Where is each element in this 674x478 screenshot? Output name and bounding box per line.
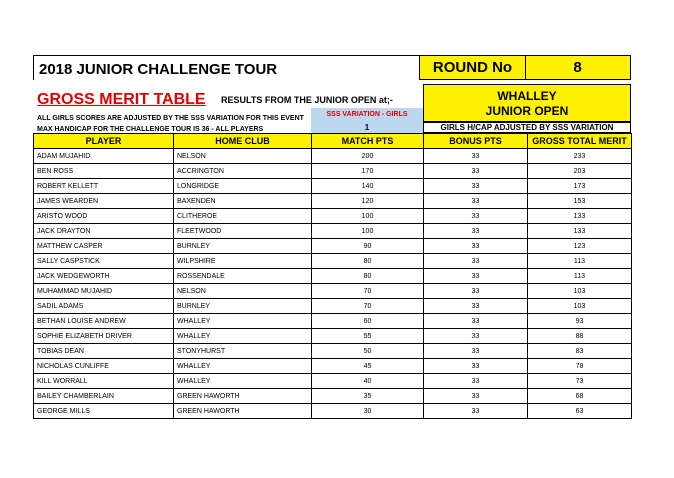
gross-total-cell: 153 (528, 194, 632, 209)
club-cell: CLITHEROE (174, 209, 312, 224)
gross-total-cell: 133 (528, 209, 632, 224)
gross-total-cell: 233 (528, 149, 632, 164)
match-pts-cell: 80 (312, 254, 424, 269)
merit-table-title: GROSS MERIT TABLE (37, 91, 206, 108)
club-cell: BURNLEY (174, 239, 312, 254)
bonus-pts-cell: 33 (424, 344, 528, 359)
player-cell: SADIL ADAMS (34, 299, 174, 314)
bonus-pts-cell: 33 (424, 239, 528, 254)
sss-variation-value: 1 (311, 122, 423, 133)
bonus-pts-cell: 33 (424, 329, 528, 344)
table-row (34, 179, 632, 194)
player-cell: SOPHIE ELIZABETH DRIVER (34, 329, 174, 344)
table-row (34, 254, 632, 269)
player-cell: ADAM MUJAHID (34, 149, 174, 164)
bonus-pts-cell: 33 (424, 389, 528, 404)
table-row (34, 269, 632, 284)
player-cell: SALLY CASPSTICK (34, 254, 174, 269)
match-pts-cell: 120 (312, 194, 424, 209)
match-pts-cell: 45 (312, 359, 424, 374)
match-pts-cell: 100 (312, 224, 424, 239)
table-row (34, 299, 632, 314)
match-pts-cell: 170 (312, 164, 424, 179)
bonus-pts-cell: 33 (424, 404, 528, 419)
gross-total-cell: 78 (528, 359, 632, 374)
table-row (34, 314, 632, 329)
player-cell: MATTHEW CASPER (34, 239, 174, 254)
bonus-pts-cell: 33 (424, 314, 528, 329)
club-cell: GREEN HAWORTH (174, 404, 312, 419)
table-row (34, 344, 632, 359)
match-pts-cell: 90 (312, 239, 424, 254)
bonus-pts-cell: 33 (424, 224, 528, 239)
club-cell: BAXENDEN (174, 194, 312, 209)
page-title: 2018 JUNIOR CHALLENGE TOUR (39, 61, 278, 78)
club-cell: GREEN HAWORTH (174, 389, 312, 404)
club-cell: NELSON (174, 149, 312, 164)
gross-total-cell: 103 (528, 299, 632, 314)
merit-sheet (33, 55, 631, 415)
match-pts-cell: 70 (312, 299, 424, 314)
player-cell: BEN ROSS (34, 164, 174, 179)
player-cell: JACK WEDGEWORTH (34, 269, 174, 284)
club-cell: ROSSENDALE (174, 269, 312, 284)
club-cell: NELSON (174, 284, 312, 299)
note-max-handicap: MAX HANDICAP FOR THE CHALLENGE TOUR IS 36 - ALL PLAYERS (37, 126, 264, 133)
player-cell: JAMES WEARDEN (34, 194, 174, 209)
player-cell: NICHOLAS CUNLIFFE (34, 359, 174, 374)
results-text: RESULTS FROM THE JUNIOR OPEN at;- (221, 95, 393, 105)
table-row (34, 284, 632, 299)
gross-total-cell: 113 (528, 269, 632, 284)
gross-total-cell: 63 (528, 404, 632, 419)
player-cell: ROBERT KELLETT (34, 179, 174, 194)
bonus-pts-cell: 33 (424, 149, 528, 164)
match-pts-cell: 80 (312, 269, 424, 284)
gross-total-cell: 73 (528, 374, 632, 389)
player-cell: KILL WORRALL (34, 374, 174, 389)
gross-total-cell: 123 (528, 239, 632, 254)
girls-handicap-note: GIRLS H/CAP ADJUSTED BY SSS VARIATION (423, 122, 631, 133)
gross-total-cell: 203 (528, 164, 632, 179)
match-pts-cell: 140 (312, 179, 424, 194)
venue-line-2: JUNIOR OPEN (485, 104, 569, 118)
club-cell: BURNLEY (174, 299, 312, 314)
club-cell: WHALLEY (174, 329, 312, 344)
venue-box (423, 84, 631, 122)
match-pts-cell: 50 (312, 344, 424, 359)
club-cell: WILPSHIRE (174, 254, 312, 269)
player-cell: MUHAMMAD MUJAHID (34, 284, 174, 299)
merit-table (33, 133, 632, 419)
match-pts-cell: 40 (312, 374, 424, 389)
match-pts-cell: 100 (312, 209, 424, 224)
title-box (33, 55, 419, 80)
table-row (34, 389, 632, 404)
col-bonus-pts: BONUS PTS (424, 134, 528, 149)
club-cell: WHALLEY (174, 314, 312, 329)
player-cell: BETHAN LOUISE ANDREW (34, 314, 174, 329)
bonus-pts-cell: 33 (424, 194, 528, 209)
gross-total-cell: 68 (528, 389, 632, 404)
table-row (34, 194, 632, 209)
table-row (34, 239, 632, 254)
gross-total-cell: 93 (528, 314, 632, 329)
bonus-pts-cell: 33 (424, 299, 528, 314)
table-row (34, 149, 632, 164)
match-pts-cell: 30 (312, 404, 424, 419)
note-adjusted: ALL GIRLS SCORES ARE ADJUSTED BY THE SSS VARIATION FOR THIS EVENT (37, 115, 304, 122)
bonus-pts-cell: 33 (424, 254, 528, 269)
col-home-club: HOME CLUB (174, 134, 312, 149)
table-row (34, 374, 632, 389)
gross-total-cell: 88 (528, 329, 632, 344)
col-gross-total: GROSS TOTAL MERIT (528, 134, 632, 149)
player-cell: JACK DRAYTON (34, 224, 174, 239)
match-pts-cell: 35 (312, 389, 424, 404)
match-pts-cell: 200 (312, 149, 424, 164)
col-match-pts: MATCH PTS (312, 134, 424, 149)
gross-total-cell: 103 (528, 284, 632, 299)
sss-variation-label: SSS VARIATION - GIRLS (311, 108, 423, 122)
table-row (34, 404, 632, 419)
bonus-pts-cell: 33 (424, 269, 528, 284)
bonus-pts-cell: 33 (424, 164, 528, 179)
table-row (34, 224, 632, 239)
club-cell: FLEETWOOD (174, 224, 312, 239)
bonus-pts-cell: 33 (424, 179, 528, 194)
club-cell: WHALLEY (174, 374, 312, 389)
club-cell: ACCRINGTON (174, 164, 312, 179)
player-cell: GEORGE MILLS (34, 404, 174, 419)
table-row (34, 209, 632, 224)
col-player: PLAYER (34, 134, 174, 149)
club-cell: STONYHURST (174, 344, 312, 359)
table-row (34, 329, 632, 344)
round-label: ROUND No (420, 56, 526, 79)
club-cell: LONGRIDGE (174, 179, 312, 194)
bonus-pts-cell: 33 (424, 209, 528, 224)
table-header-row (34, 134, 632, 149)
gross-total-cell: 83 (528, 344, 632, 359)
bonus-pts-cell: 33 (424, 359, 528, 374)
bonus-pts-cell: 33 (424, 284, 528, 299)
player-cell: BAILEY CHAMBERLAIN (34, 389, 174, 404)
round-number: 8 (573, 59, 582, 76)
bonus-pts-cell: 33 (424, 374, 528, 389)
match-pts-cell: 55 (312, 329, 424, 344)
match-pts-cell: 60 (312, 314, 424, 329)
player-cell: TOBIAS DEAN (34, 344, 174, 359)
gross-total-cell: 113 (528, 254, 632, 269)
round-box (419, 55, 631, 80)
match-pts-cell: 70 (312, 284, 424, 299)
table-row (34, 164, 632, 179)
gross-total-cell: 173 (528, 179, 632, 194)
gross-total-cell: 133 (528, 224, 632, 239)
table-row (34, 359, 632, 374)
venue-line-1: WHALLEY (497, 89, 557, 103)
club-cell: WHALLEY (174, 359, 312, 374)
player-cell: ARISTO WOOD (34, 209, 174, 224)
